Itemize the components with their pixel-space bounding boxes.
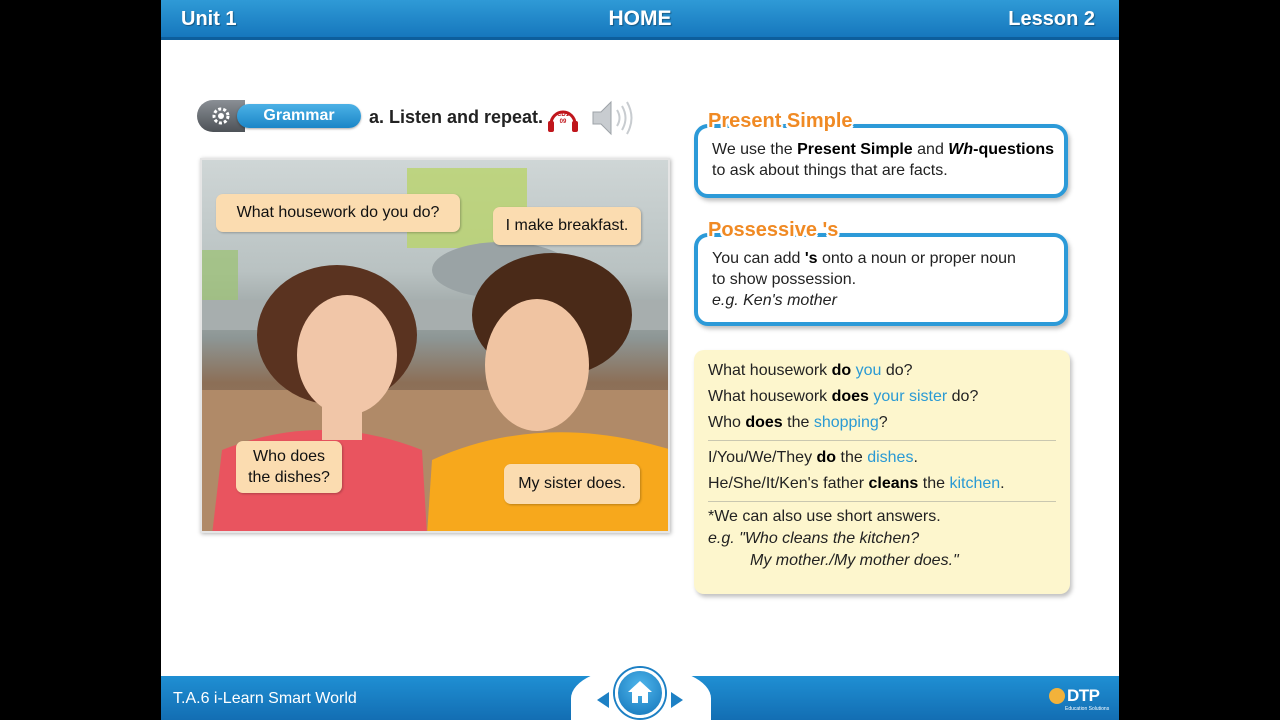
rule-text: We use the [712, 141, 798, 158]
ex-text: your sister [873, 388, 948, 405]
ex-text: the [836, 449, 868, 466]
rule-text: and [912, 141, 949, 158]
ex-text: the [918, 475, 950, 492]
speech-bubble [236, 441, 342, 493]
ex-text: do? [947, 388, 979, 405]
speech-bubble: My sister does. [504, 464, 640, 504]
ex-text: ? [878, 414, 888, 431]
ex-text: does [831, 388, 869, 405]
example-question [708, 410, 1056, 436]
ex-text: . [913, 449, 918, 466]
examples-box [694, 350, 1070, 594]
cd-track-label: CD1 09 [556, 112, 569, 125]
lesson-slide [161, 0, 1119, 720]
note-example: My mother./My mother does." [750, 552, 959, 569]
present-simple-box [694, 124, 1068, 198]
ex-text: . [1000, 475, 1005, 492]
ex-text: What housework [708, 388, 832, 405]
rule-text: -questions [973, 141, 1055, 158]
grammar-badge [197, 100, 361, 132]
note-example: e.g. "Who cleans the kitchen? [708, 530, 920, 547]
ex-text: do [816, 449, 837, 466]
speech-bubble: I make breakfast. [493, 207, 641, 245]
rule-text: 's [804, 250, 818, 267]
divider [708, 440, 1056, 441]
bubble-line: Who does [252, 448, 326, 465]
next-arrow-icon[interactable] [671, 692, 683, 708]
rule-line: to show possession. [712, 271, 857, 288]
present-simple-title: Present Simple [708, 110, 853, 132]
kids-kitchen-photo [200, 158, 670, 533]
ex-text: He/She/It/Ken's father [708, 475, 869, 492]
ex-text: cleans [868, 475, 919, 492]
ex-text: does [745, 414, 783, 431]
ex-text: the [782, 414, 814, 431]
ex-text: What housework [708, 362, 832, 379]
ex-text: shopping [813, 414, 879, 431]
logo-mark-icon [1049, 688, 1065, 704]
ex-text: you [855, 362, 882, 379]
home-icon [627, 679, 653, 705]
ex-text: kitchen [949, 475, 1001, 492]
headphones-icon[interactable] [547, 104, 579, 134]
page-title: HOME [608, 7, 672, 30]
note-text: *We can also use short answers. [708, 508, 941, 525]
speaker-icon[interactable] [589, 96, 639, 140]
instruction-text: a. Listen and repeat. [369, 107, 544, 127]
speech-bubble: What housework do you do? [216, 194, 460, 232]
dtp-logo [1049, 686, 1111, 716]
logo-subtext: Education Solutions [1065, 706, 1110, 712]
divider [708, 501, 1056, 502]
lesson-label: Lesson 2 [1008, 8, 1095, 30]
ex-text: do [831, 362, 852, 379]
unit-label: Unit 1 [181, 8, 237, 30]
rule-text: You can add [712, 250, 805, 267]
rule-text: onto a noun or proper noun [817, 250, 1016, 267]
possessive-title: Possessive 's [708, 219, 839, 241]
bubble-line: the dishes? [248, 469, 330, 486]
rule-example: e.g. Ken's mother [712, 292, 837, 309]
example-answer [708, 471, 1056, 497]
home-button[interactable] [615, 668, 665, 718]
footer-bar [161, 672, 1119, 720]
rule-text: Present Simple [797, 141, 913, 158]
ex-text: do? [881, 362, 913, 379]
grammar-label: Grammar [237, 104, 361, 128]
rule-line [712, 139, 1055, 160]
rule-text: Wh [948, 141, 974, 158]
example-question [708, 358, 1056, 384]
possessive-box [694, 233, 1068, 326]
example-answer [708, 445, 1056, 471]
prev-arrow-icon[interactable] [597, 692, 609, 708]
ex-text: dishes [867, 449, 914, 466]
header-bar [161, 0, 1119, 40]
ex-text: I/You/We/They [708, 449, 817, 466]
rule-line [712, 248, 1050, 269]
footer-title: T.A.6 i-Learn Smart World [173, 690, 357, 707]
logo-text: DTP [1067, 686, 1100, 705]
example-question [708, 384, 1056, 410]
rule-line: to ask about things that are facts. [712, 162, 948, 179]
ex-text: Who [708, 414, 746, 431]
